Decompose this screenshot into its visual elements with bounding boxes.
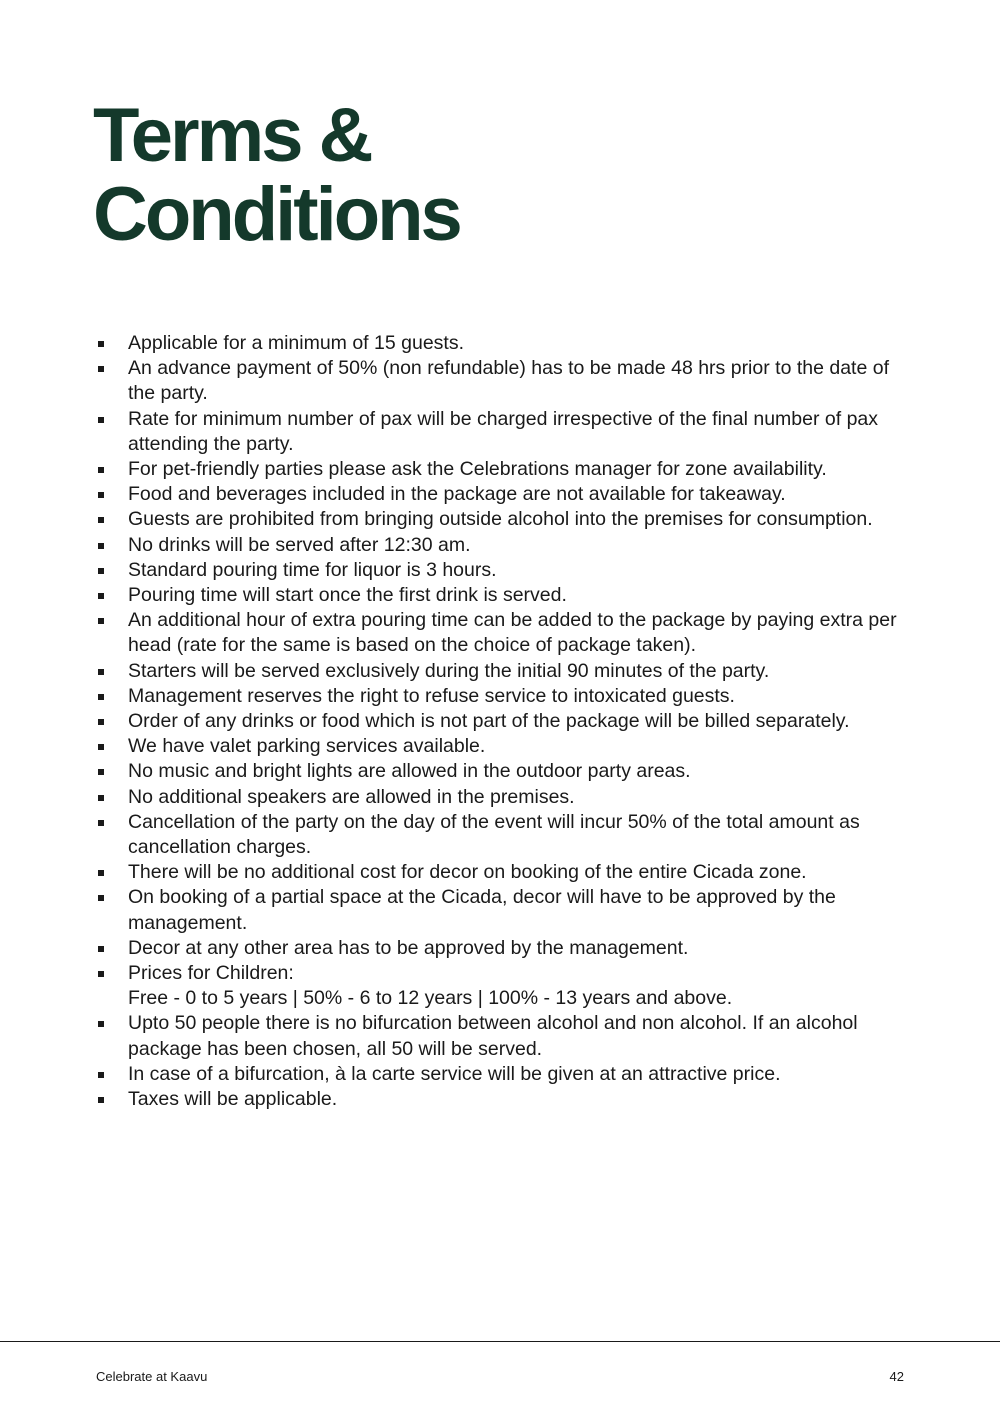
square-bullet-icon [98,341,104,347]
term-item [128,961,918,1011]
square-bullet-icon [98,1097,104,1103]
term-text: For pet-friendly parties please ask the Celebrations manager for zone availability. [128,458,827,481]
term-item [128,709,918,734]
term-item [128,507,918,532]
footer-document-name: Celebrate at Kaavu [96,1369,208,1384]
terms-list [128,331,918,1112]
square-bullet-icon [98,543,104,549]
term-item [128,407,918,457]
square-bullet-icon [98,1072,104,1078]
square-bullet-icon [98,744,104,750]
square-bullet-icon [98,568,104,574]
square-bullet-icon [98,895,104,901]
term-item [128,457,918,482]
term-detail: Free - 0 to 5 years | 50% - 6 to 12 years | 100% - 13 years and above. [128,987,733,1010]
term-item [128,331,918,356]
term-text: Rate for minimum number of pax will be charged irrespective of the final number of pax attending the party. [128,407,879,455]
square-bullet-icon [98,618,104,624]
square-bullet-icon [98,467,104,473]
term-text: No additional speakers are allowed in the premises. [128,785,575,808]
square-bullet-icon [98,795,104,801]
term-text: On booking of a partial space at the Cicada, decor will have to be approved by the management. [128,886,836,934]
square-bullet-icon [98,593,104,599]
square-bullet-icon [98,719,104,725]
term-text: An advance payment of 50% (non refundable) has to be made 48 hrs prior to the date of the party. [128,357,889,405]
footer-divider [0,1341,1000,1342]
square-bullet-icon [98,669,104,675]
square-bullet-icon [98,870,104,876]
term-item [128,356,918,406]
term-text: Order of any drinks or food which is not part of the package will be billed separately. [128,710,850,733]
term-text: There will be no additional cost for decor on booking of the entire Cicada zone. [128,861,807,884]
square-bullet-icon [98,1021,104,1027]
term-item [128,810,918,860]
term-item [128,583,918,608]
term-item [128,936,918,961]
term-text: Management reserves the right to refuse service to intoxicated guests. [128,684,735,707]
square-bullet-icon [98,366,104,372]
term-item [128,759,918,784]
term-text: In case of a bifurcation, à la carte service will be given at an attractive price. [128,1062,781,1085]
square-bullet-icon [98,517,104,523]
term-item [128,533,918,558]
term-text: Upto 50 people there is no bifurcation between alcohol and non alcohol. If an alcohol package has been chosen, all 50 will be served. [128,1012,858,1060]
page-title [93,93,460,257]
term-text: We have valet parking services available. [128,735,486,758]
square-bullet-icon [98,417,104,423]
page-title-line-1: Terms & [93,93,371,178]
term-text: Guests are prohibited from bringing outside alcohol into the premises for consumption. [128,508,873,531]
square-bullet-icon [98,946,104,952]
term-item [128,659,918,684]
term-text: Prices for Children: [128,962,294,985]
term-item [128,1011,918,1061]
square-bullet-icon [98,769,104,775]
square-bullet-icon [98,492,104,498]
page-title-line-2: Conditions [93,172,460,257]
term-item [128,785,918,810]
term-text: Applicable for a minimum of 15 guests. [128,332,464,354]
term-text: Cancellation of the party on the day of the event will incur 50% of the total amount as cancellation charges. [128,810,860,859]
term-item [128,558,918,583]
term-item [128,684,918,709]
term-text: Starters will be served exclusively during the initial 90 minutes of the party. [128,659,770,682]
term-text: Decor at any other area has to be approved by the management. [128,936,689,959]
term-item [128,734,918,759]
square-bullet-icon [98,971,104,977]
term-text: No drinks will be served after 12:30 am. [128,533,471,556]
term-text: Food and beverages included in the package are not available for takeaway. [128,483,786,506]
term-item [128,482,918,507]
term-item [128,608,918,658]
term-text: An additional hour of extra pouring time can be added to the package by paying extra per head (rate for the same is based on the choice of package taken). [128,609,897,657]
term-text: Standard pouring time for liquor is 3 hours. [128,558,497,581]
term-item [128,860,918,885]
footer-page-number: 42 [889,1369,904,1384]
term-item [128,885,918,935]
square-bullet-icon [98,820,104,826]
term-item [128,1062,918,1087]
term-text: Pouring time will start once the first drink is served. [128,584,567,607]
term-text: Taxes will be applicable. [128,1088,338,1111]
term-text: No music and bright lights are allowed in the outdoor party areas. [128,760,691,783]
square-bullet-icon [98,694,104,700]
term-item [128,1087,918,1112]
